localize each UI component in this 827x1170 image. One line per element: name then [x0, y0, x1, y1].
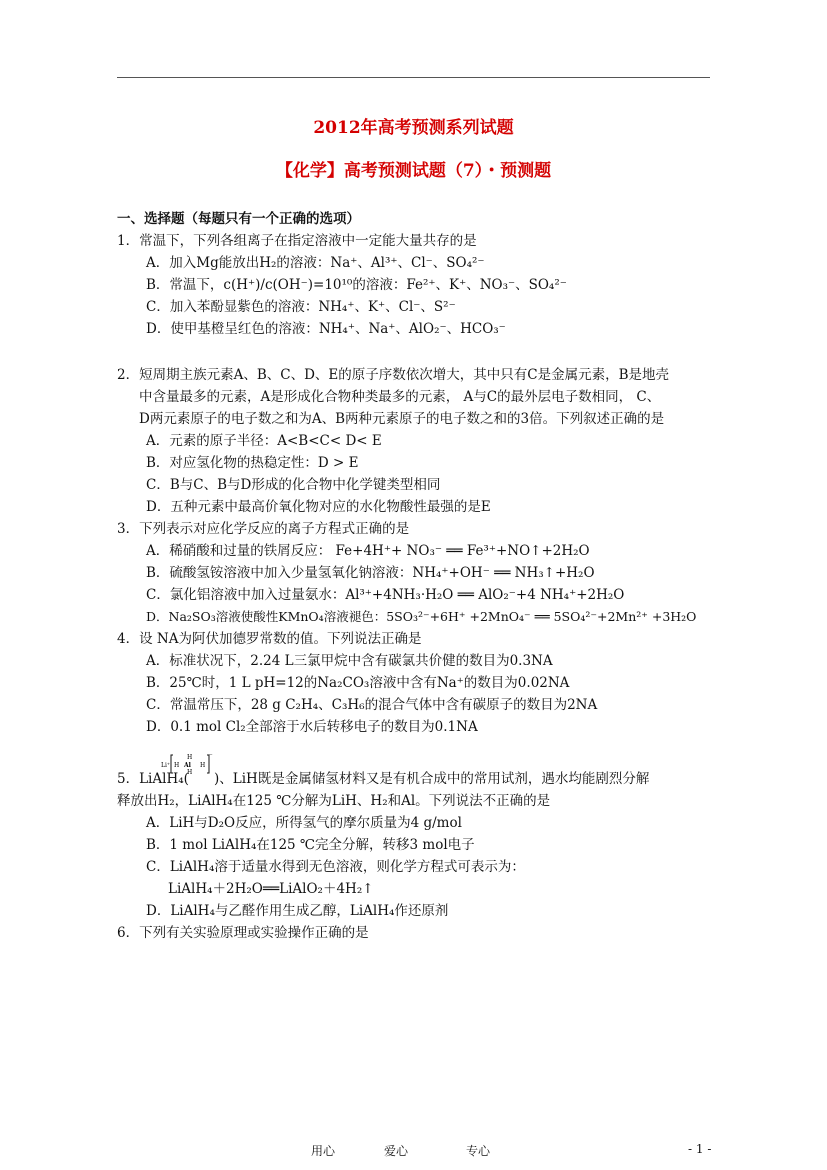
- question-2-option-c: C．B与C、B与D形成的化合物中化学键类型相同: [146, 477, 441, 493]
- lewis-charge: ⁻: [209, 752, 213, 760]
- question-3-option-c: C．氯化铝溶液中加入过量氨水：Al³⁺+4NH₃·H₂O ══ AlO₂⁻+4 NH₄⁺+2H₂O: [146, 587, 625, 603]
- question-4-option-c: C．常温常压下，28 g C₂H₄、C₃H₆的混合气体中含有碳原子的数目为2NA: [146, 697, 598, 713]
- question-3-option-a: A．稀硝酸和过量的铁屑反应： Fe+4H⁺+ NO₃⁻ ══ Fe³⁺+NO↑+2H₂O: [146, 543, 590, 559]
- question-5-stem-line2: 释放出H₂，LiAlH₄在125 ℃分解为LiH、H₂和Al。下列说法不正确的是: [117, 793, 551, 809]
- question-5-option-b: B．1 mol LiAlH₄在125 ℃完全分解，转移3 mol电子: [146, 837, 475, 853]
- question-2-stem-line1: 2．短周期主族元素A、B、C、D、E的原子序数依次增大，其中只有C是金属元素，B是地壳: [117, 367, 670, 383]
- lialh4-lewis-structure: [161, 752, 213, 776]
- question-2-stem-line3: D两元素原子的电子数之和为A、B两种元素原子的电子数之和的3倍。下列叙述正确的是: [139, 411, 665, 427]
- question-5-stem-line1: )、LiH既是金属储氢材料又是有机合成中的常用试剂，遇水均能剧烈分解: [214, 771, 650, 787]
- question-2-option-d: D．五种元素中最高价氧化物对应的水化物酸性最强的是E: [146, 499, 491, 515]
- lewis-h-bottom: H: [187, 769, 193, 776]
- question-1-stem: 1．常温下，下列各组离子在指定溶液中一定能大量共存的是: [117, 233, 477, 249]
- question-2-option-a: A．元素的原子半径：A<B<C< D< E: [146, 433, 382, 449]
- question-1-option-d: D．使甲基橙呈红色的溶液：NH₄⁺、Na⁺、AlO₂⁻、HCO₃⁻: [146, 321, 506, 337]
- lewis-h-right: H: [200, 762, 206, 769]
- lewis-h-top: H: [187, 754, 193, 761]
- question-1-option-a: A．加入Mg能放出H₂的溶液：Na⁺、Al³⁺、Cl⁻、SO₄²⁻: [146, 255, 485, 271]
- question-2-option-b: B．对应氢化物的热稳定性：D > E: [146, 455, 359, 471]
- page-title: 2012年高考预测系列试题: [313, 118, 514, 138]
- question-4-option-a: A．标准状况下，2.24 L三氯甲烷中含有碳氯共价健的数目为0.3NA: [146, 653, 553, 669]
- section-heading: 一、选择题（每题只有一个正确的选项）: [117, 211, 360, 227]
- page-number: - 1 -: [688, 1142, 712, 1156]
- lewis-al: Al: [184, 762, 191, 769]
- question-1-option-b: B．常温下，c(H⁺)/c(OH⁻)=10¹⁰的溶液：Fe²⁺、K⁺、NO₃⁻、SO₄²⁻: [146, 277, 567, 293]
- lewis-li-label: Li⁺: [161, 762, 171, 769]
- question-5-option-c-equation: LiAlH₄＋2H₂O══LiAlO₂＋4H₂↑: [168, 881, 374, 897]
- question-3-stem: 3．下列表示对应化学反应的离子方程式正确的是: [117, 521, 410, 537]
- question-4-stem: 4．设 NA为阿伏加德罗常数的值。下列说法正确是: [117, 631, 422, 647]
- page-subtitle: 【化学】高考预测试题（7）・预测题: [275, 161, 552, 181]
- footer-motto-1: 用心: [311, 1144, 336, 1158]
- question-1-option-c: C．加入苯酚显紫色的溶液：NH₄⁺、K⁺、Cl⁻、S²⁻: [146, 299, 456, 315]
- footer-motto-2: 爱心: [384, 1144, 409, 1158]
- question-6-stem: 6．下列有关实验原理或实验操作正确的是: [117, 925, 369, 941]
- question-3-option-b: B．硫酸氢铵溶液中加入少量氢氧化钠溶液：NH₄⁺+OH⁻ ══ NH₃↑+H₂O: [146, 565, 595, 581]
- question-5-option-d: D．LiAlH₄与乙醛作用生成乙醇，LiAlH₄作还原剂: [146, 903, 449, 919]
- question-5-option-c: C．LiAlH₄溶于适量水得到无色溶液，则化学方程式可表示为：: [146, 859, 525, 875]
- question-4-option-b: B．25℃时，1 L pH=12的Na₂CO₃溶液中含有Na⁺的数目为0.02NA: [146, 675, 570, 691]
- footer-motto-3: 专心: [466, 1144, 491, 1158]
- question-4-option-d: D．0.1 mol Cl₂全部溶于水后转移电子的数目为0.1NA: [146, 719, 478, 735]
- question-5-option-a: A．LiH与D₂O反应，所得氢气的摩尔质量为4 g/mol: [146, 815, 462, 831]
- question-2-stem-line2: 中含量最多的元素，A是形成化合物种类最多的元素， A与C的最外层电子数相同， C、: [139, 389, 661, 405]
- lewis-h-left: H: [174, 762, 180, 769]
- question-3-option-d: D．Na₂SO₃溶液使酸性KMnO₄溶液褪色：5SO₃²⁻+6H⁺ +2MnO₄⁻ ══ 5SO₄²⁻+2Mn²⁺ +3H₂O: [146, 609, 697, 624]
- question-5-stem-prefix: 5．LiAlH₄(: [117, 771, 189, 787]
- header-rule: [117, 77, 710, 78]
